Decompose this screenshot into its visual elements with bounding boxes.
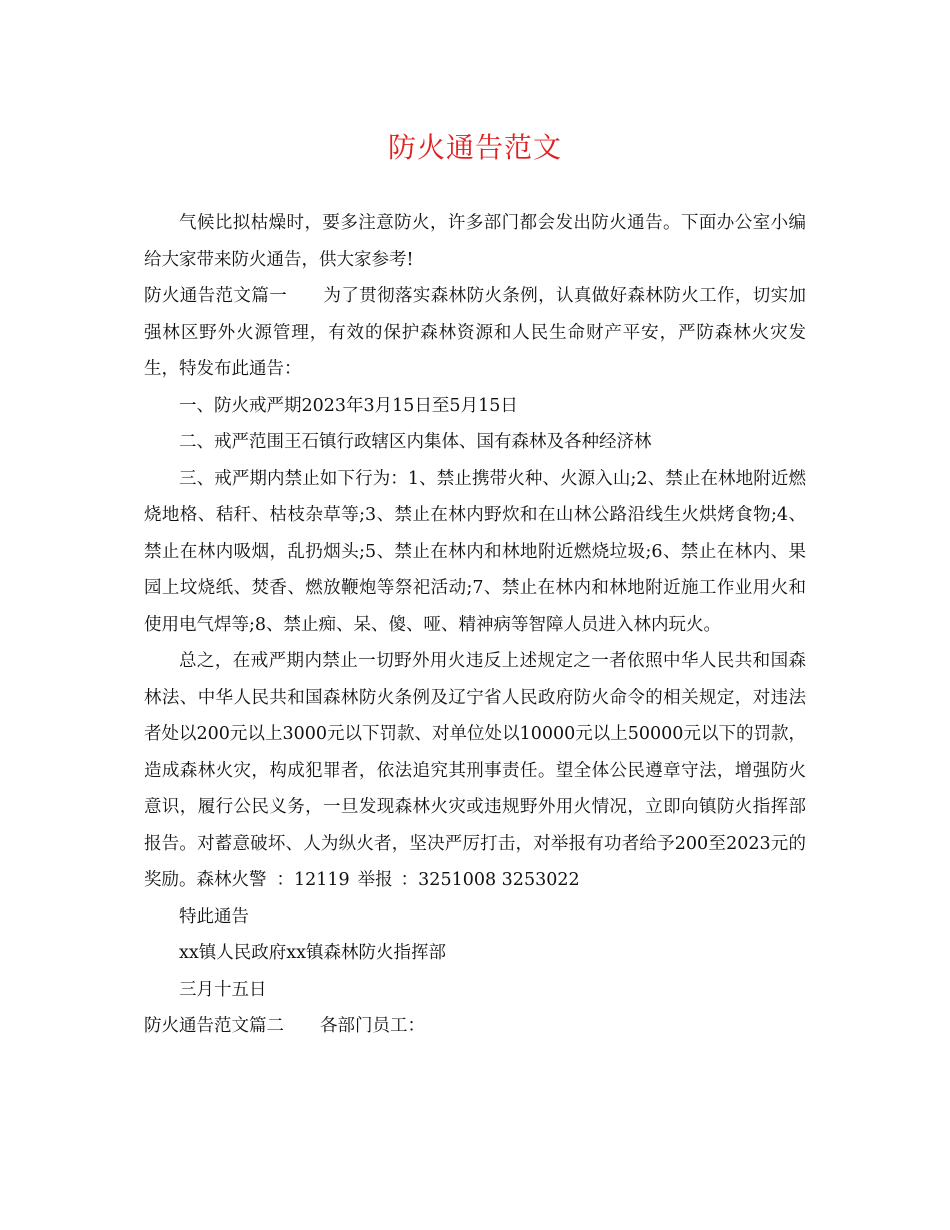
section1-heading: 防火通告范文篇一 [144, 286, 288, 306]
date-line: 三月十五日 [179, 979, 267, 1000]
item-paragraph-3: 三、戒严期内禁止如下行为：1、禁止携带火种、火源入山;2、禁止在林地附近燃烧地格、秸秆、枯枝杂草等;3、禁止在林内野炊和在山林公路沿线生火烘烤食物;4、禁止在林内吸烟，乱扔烟头;5、禁止在林内和林地附近燃烧垃圾;6、禁止在林内、果园上坟烧纸、焚香、燃放鞭炮等祭祀活动;7、禁止在林内和林地附近施工作业用火和使用电气焊等;8、禁止痴、呆、傻、哑、精神病等智障人员进入林内玩火。 [144, 468, 806, 635]
document-body [144, 205, 806, 1045]
intro-paragraph: 气候比拟枯燥时，要多注意防火，许多部门都会发出防火通告。下面办公室小编给大家带来防火通告，供大家参考! [144, 213, 806, 270]
closing-line: 特此通告 [179, 906, 249, 927]
signature-line: xx镇人民政府xx镇森林防火指挥部 [179, 943, 446, 963]
document-title: 防火通告范文 [387, 131, 562, 164]
fire-number: ：12119 [276, 870, 350, 890]
summary-text: 总之，在戒严期内禁止一切野外用火违反上述规定之一者依照中华人民共和国森林法、中华人民共和国森林防火条例及辽宁省人民政府防火命令的相关规定，对违法者处以200元以上3000元以下罚款、对单位处以10000元以上50000元以下的罚款，造成森林火灾，构成犯罪者，依法追究其刑事责任。望全体公民遵章守法，增强防火意识，履行公民义务，一旦发现森林火灾或违规野外用火情况，立即向镇防火指挥部报告。对蓄意破坏、人为纵火者，坚决严厉打击，对举报有功者给予200至2023元的奖励。 [144, 651, 806, 890]
summary-paragraph [144, 643, 806, 899]
section1-paragraph [144, 278, 806, 388]
section1-lead: 为了贯彻落实森林防火条例，认真做好森林防火工作，切实加强林区野外火源管理，有效的保护森林资源和人民生命财产平安，严防森林火灾发生，特发布此通告： [144, 286, 807, 379]
report-label: 举报 [357, 870, 393, 890]
section2-lead: 各部门员工： [320, 1016, 425, 1036]
report-number: ：3251008 3253022 [400, 870, 580, 890]
item-paragraph-2: 二、戒严范围王石镇行政辖区内集体、国有森林及各种经济林 [179, 432, 652, 452]
section2-heading: 防火通告范文篇二 [144, 1016, 284, 1036]
fire-label: 森林火警 [196, 870, 267, 890]
section2-paragraph [144, 1008, 806, 1045]
item-paragraph-1: 一、防火戒严期2023年3月15日至5月15日 [179, 395, 518, 416]
